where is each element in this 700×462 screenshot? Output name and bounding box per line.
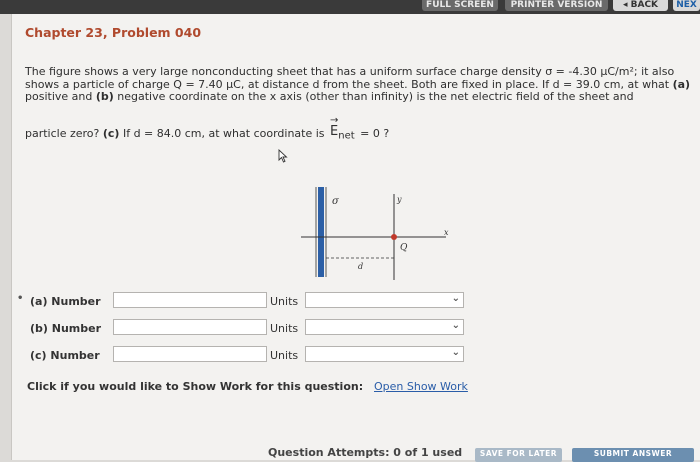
bullet-icon: •	[17, 293, 24, 304]
q-label: Q	[400, 243, 408, 253]
x-axis-label: x	[444, 228, 449, 237]
problem-text-line-3	[25, 115, 390, 144]
charge-particle	[391, 234, 397, 240]
charged-sheet	[318, 187, 324, 277]
problem-text-3d: = 0 ?	[356, 127, 390, 140]
attempts-counter: Question Attempts: 0 of 1 used	[268, 446, 463, 459]
question-panel	[11, 14, 700, 460]
units-label-a: Units	[270, 295, 299, 308]
units-select-c[interactable]	[305, 346, 464, 362]
show-work-prompt: Click if you would like to Show Work for this question:	[27, 380, 364, 393]
enet-subscript: net	[338, 130, 355, 142]
problem-text	[25, 66, 695, 104]
chevron-down-icon: ⌄	[451, 293, 460, 304]
problem-text-line-2b: positive and	[25, 90, 96, 103]
number-input-a[interactable]	[113, 292, 267, 308]
top-toolbar	[0, 0, 700, 14]
problem-text-3a: particle zero?	[25, 127, 103, 140]
mouse-cursor-icon	[278, 149, 288, 163]
part-c-marker: (c)	[102, 127, 120, 140]
problem-text-3c: If d = 84.0 cm, at what coordinate is	[119, 127, 329, 140]
units-select-b[interactable]	[305, 319, 464, 335]
physics-figure	[296, 182, 461, 287]
y-axis-label: y	[397, 195, 402, 204]
d-label: d	[358, 262, 364, 271]
enet-symbol: → $E_{net}$	[330, 115, 355, 142]
sigma-label: σ	[332, 196, 339, 207]
submit-answer-button[interactable]: SUBMIT ANSWER	[572, 448, 694, 462]
chevron-down-icon: ⌄	[451, 347, 460, 358]
units-label-b: Units	[270, 322, 299, 335]
full-screen-button[interactable]: FULL SCREEN	[422, 0, 498, 11]
save-for-later-button[interactable]: SAVE FOR LATER	[475, 448, 562, 462]
answer-label-b: (b) Number	[30, 322, 102, 335]
open-show-work-link[interactable]: Open Show Work	[374, 380, 468, 393]
units-select-a[interactable]	[305, 292, 464, 308]
problem-text-line-1: The figure shows a very large nonconducting sheet that has a uniform surface charge density σ = -4.30 μC/m²; it also shows a particle of charge Q = 7.40 μC, at distance d from the sheet. Both are fixed in place. If d = 39.0 cm, at what	[25, 65, 675, 91]
number-input-b[interactable]	[113, 319, 267, 335]
answer-label-c: (c) Number	[30, 349, 100, 362]
problem-text-line-2d: negative coordinate on the x axis (other than infinity) is the net electric field of the sheet and	[113, 90, 634, 103]
problem-title: Chapter 23, Problem 040	[25, 25, 202, 40]
number-input-c[interactable]	[113, 346, 267, 362]
enet-letter: E	[330, 124, 339, 139]
chevron-down-icon: ⌄	[451, 320, 460, 331]
units-label-c: Units	[270, 349, 299, 362]
answer-label-a: (a) Number	[30, 295, 101, 308]
part-b-marker: (b)	[95, 90, 114, 103]
next-button[interactable]: NEX	[673, 0, 700, 11]
part-a-marker: (a)	[672, 77, 691, 91]
printer-version-button[interactable]: PRINTER VERSION	[505, 0, 608, 11]
back-button[interactable]: ◂ BACK	[613, 0, 668, 11]
